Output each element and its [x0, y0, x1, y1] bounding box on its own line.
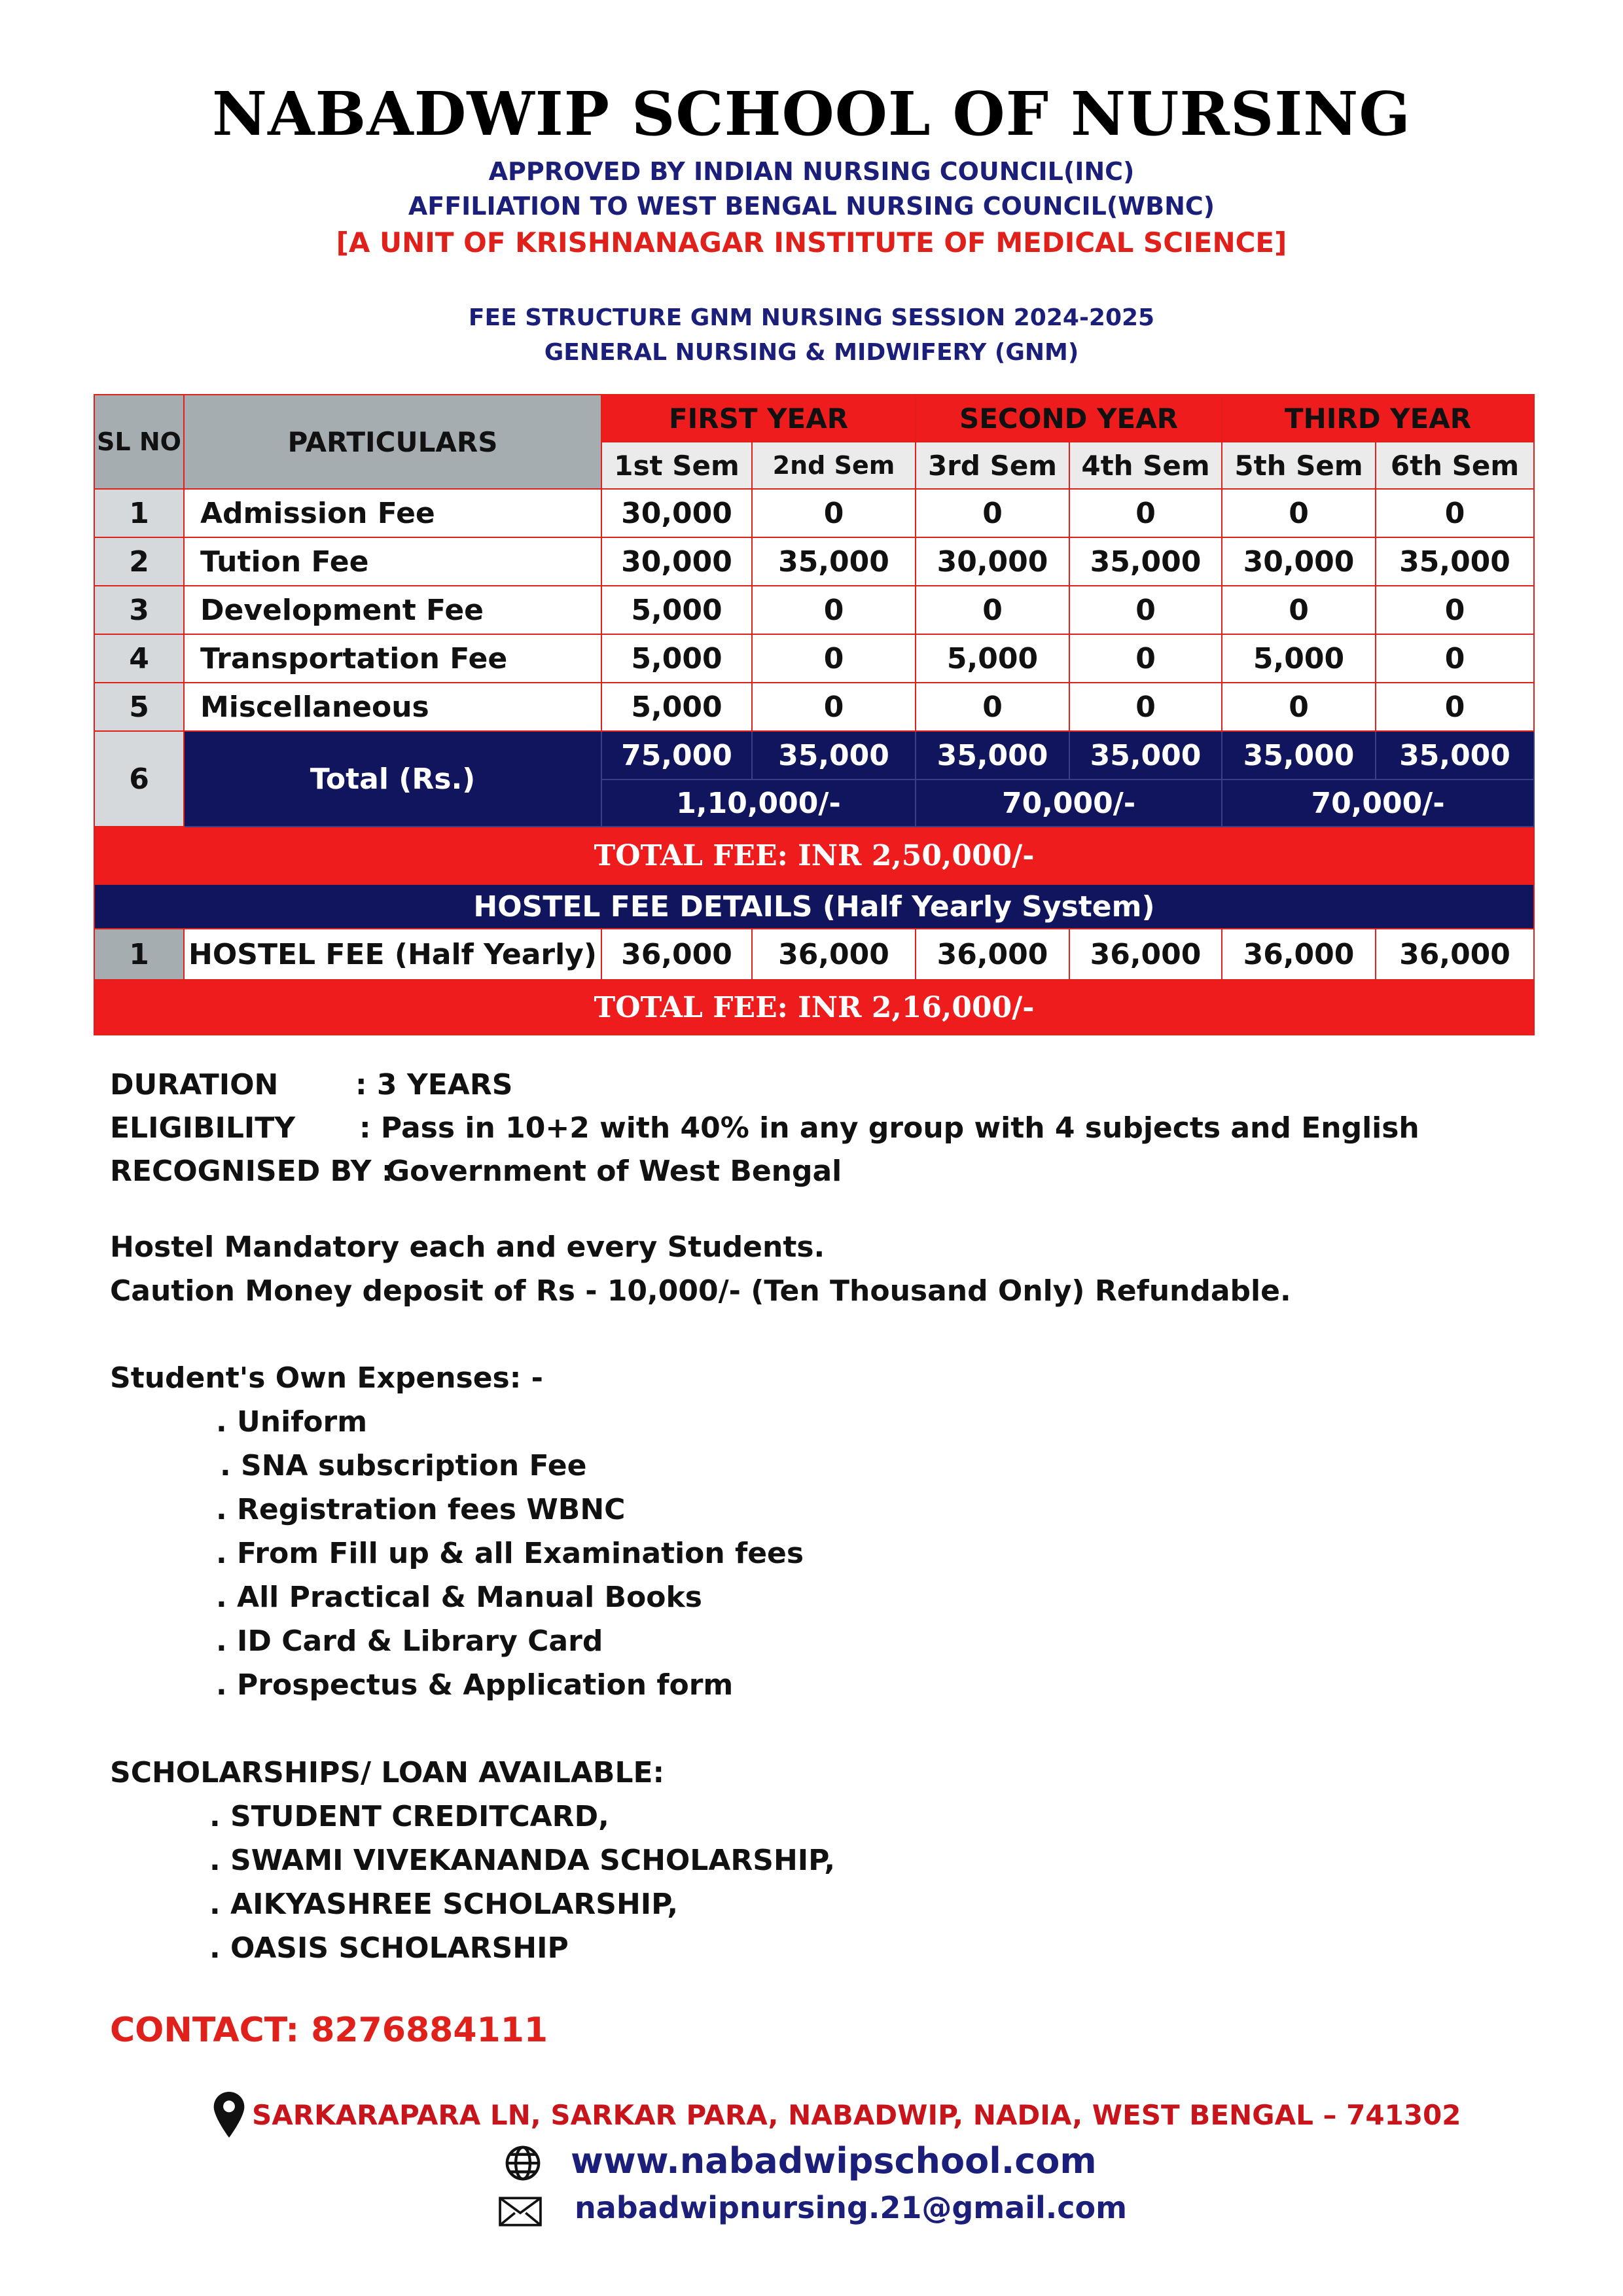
- sem-total: 35,000: [1222, 731, 1376, 780]
- sem-header: 1st Sem: [601, 442, 752, 489]
- sem-total: 35,000: [1376, 731, 1534, 780]
- fee-cell: 0: [752, 586, 916, 634]
- scholarship-item: . SWAMI VIVEKANANDA SCHOLARSHIP,: [209, 1844, 836, 1877]
- fee-cell: 30,000: [916, 537, 1069, 586]
- year-total: 70,000/-: [916, 780, 1222, 827]
- hostel-sl: 1: [94, 929, 184, 980]
- year-total: 70,000/-: [1222, 780, 1534, 827]
- sem-header: 5th Sem: [1222, 442, 1376, 489]
- fee-row: [94, 634, 1534, 683]
- expense-item: . ID Card & Library Card: [216, 1624, 603, 1658]
- hostel-total-banner: TOTAL FEE: INR 2,16,000/-: [94, 980, 1534, 1035]
- fee-cell: 35,000: [752, 537, 916, 586]
- fee-cell: 0: [1222, 489, 1376, 537]
- row-particular: Admission Fee: [184, 489, 601, 537]
- sem-header: 2nd Sem: [752, 442, 916, 489]
- recognised-label: RECOGNISED BY :: [110, 1155, 393, 1188]
- sem-total: 35,000: [1069, 731, 1222, 780]
- globe-icon: [504, 2144, 542, 2182]
- year-total: 1,10,000/-: [601, 780, 916, 827]
- fee-cell: 5,000: [1222, 634, 1376, 683]
- fee-cell: 30,000: [601, 489, 752, 537]
- approval-line: APPROVED BY INDIAN NURSING COUNCIL(INC): [488, 157, 1135, 186]
- row-sl: 2: [94, 537, 184, 586]
- address: SARKARAPARA LN, SARKAR PARA, NABADWIP, NADIA, WEST BENGAL – 741302: [252, 2099, 1461, 2131]
- recognised-line: [110, 1155, 842, 1188]
- fee-cell: 0: [1376, 683, 1534, 731]
- location-pin-icon: [213, 2092, 245, 2138]
- row-particular: Tution Fee: [184, 537, 601, 586]
- fee-structure-title: FEE STRUCTURE GNM NURSING SESSION 2024-2025: [468, 304, 1155, 331]
- fee-cell: 0: [916, 586, 1069, 634]
- fee-cell: 5,000: [916, 634, 1069, 683]
- fee-cell: 30,000: [1222, 537, 1376, 586]
- row-particular: Development Fee: [184, 586, 601, 634]
- row-sl: 1: [94, 489, 184, 537]
- particulars-header: PARTICULARS: [184, 395, 601, 489]
- fee-cell: 0: [916, 489, 1069, 537]
- expense-item: . SNA subscription Fee: [220, 1449, 587, 1482]
- eligibility-value: : Pass in 10+2 with 40% in any group with 4 subjects and English: [359, 1111, 1419, 1145]
- hostel-cell: 36,000: [752, 929, 916, 980]
- sem-header: 3rd Sem: [916, 442, 1069, 489]
- fee-cell: 35,000: [1069, 537, 1222, 586]
- hostel-cell: 36,000: [1222, 929, 1376, 980]
- fee-cell: 0: [916, 683, 1069, 731]
- total-fee-banner: TOTAL FEE: INR 2,50,000/-: [94, 827, 1534, 884]
- fee-cell: 0: [752, 634, 916, 683]
- mail-icon: [499, 2196, 542, 2227]
- sem-header: 4th Sem: [1069, 442, 1222, 489]
- fee-cell: 0: [1069, 683, 1222, 731]
- hostel-row: [94, 929, 1534, 980]
- sem-total: 75,000: [601, 731, 752, 780]
- scholarship-title: SCHOLARSHIPS/ LOAN AVAILABLE:: [110, 1756, 665, 1789]
- expense-item: . Prospectus & Application form: [216, 1668, 734, 1702]
- duration-label: DURATION: [110, 1068, 279, 1102]
- row-sl: 4: [94, 634, 184, 683]
- scholarship-item: . OASIS SCHOLARSHIP: [209, 1931, 569, 1965]
- fee-cell: 0: [1222, 683, 1376, 731]
- hostel-particular: HOSTEL FEE (Half Yearly): [184, 929, 601, 980]
- fee-cell: 30,000: [601, 537, 752, 586]
- fee-table: [94, 394, 1535, 1035]
- year-header-second: SECOND YEAR: [916, 395, 1222, 442]
- affiliation-line: AFFILIATION TO WEST BENGAL NURSING COUNCIL(WBNC): [408, 192, 1215, 221]
- fee-cell: 0: [1069, 586, 1222, 634]
- fee-cell: 0: [1069, 489, 1222, 537]
- recognised-value: Government of West Bengal: [386, 1155, 842, 1188]
- row-sl: 3: [94, 586, 184, 634]
- fee-cell: 5,000: [601, 634, 752, 683]
- eligibility-label: ELIGIBILITY: [110, 1111, 296, 1145]
- hostel-cell: 36,000: [916, 929, 1069, 980]
- hostel-cell: 36,000: [1376, 929, 1534, 980]
- total-sl: 6: [94, 731, 184, 827]
- hostel-cell: 36,000: [601, 929, 752, 980]
- unit-line: [A UNIT OF KRISHNANAGAR INSTITUTE OF MEDICAL SCIENCE]: [336, 226, 1287, 259]
- expense-item: . From Fill up & all Examination fees: [216, 1537, 804, 1570]
- fee-cell: 35,000: [1376, 537, 1534, 586]
- scholarship-item: . AIKYASHREE SCHOLARSHIP,: [209, 1888, 679, 1921]
- hostel-note: Hostel Mandatory each and every Students.: [110, 1230, 825, 1264]
- fee-cell: 0: [752, 489, 916, 537]
- fee-row: [94, 683, 1534, 731]
- scholarship-item: . STUDENT CREDITCARD,: [209, 1800, 609, 1833]
- school-title: NABADWIP SCHOOL OF NURSING: [212, 79, 1411, 149]
- sem-header: 6th Sem: [1376, 442, 1534, 489]
- fee-cell: 0: [1069, 634, 1222, 683]
- year-header-third: THIRD YEAR: [1222, 395, 1534, 442]
- expense-item: . All Practical & Manual Books: [216, 1581, 702, 1614]
- sem-total: 35,000: [752, 731, 916, 780]
- row-sl: 5: [94, 683, 184, 731]
- hostel-fee-header: HOSTEL FEE DETAILS (Half Yearly System): [94, 884, 1534, 929]
- fee-cell: 0: [1376, 586, 1534, 634]
- fee-row: [94, 586, 1534, 634]
- fee-cell: 0: [1222, 586, 1376, 634]
- row-particular: Miscellaneous: [184, 683, 601, 731]
- duration-value: : 3 YEARS: [355, 1068, 513, 1102]
- fee-cell: 5,000: [601, 683, 752, 731]
- email-link[interactable]: nabadwipnursing.21@gmail.com: [575, 2190, 1128, 2225]
- caution-note: Caution Money deposit of Rs - 10,000/- (Ten Thousand Only) Refundable.: [110, 1274, 1291, 1308]
- total-label: Total (Rs.): [184, 731, 601, 827]
- expense-item: . Uniform: [216, 1405, 368, 1439]
- sem-total: 35,000: [916, 731, 1069, 780]
- eligibility-line: [110, 1111, 1419, 1145]
- sl-no-header: SL NO: [94, 395, 184, 489]
- fee-cell: 0: [1376, 634, 1534, 683]
- fee-cell: 5,000: [601, 586, 752, 634]
- row-particular: Transportation Fee: [184, 634, 601, 683]
- fee-cell: 0: [1376, 489, 1534, 537]
- expense-item: . Registration fees WBNC: [216, 1493, 626, 1526]
- website-link[interactable]: www.nabadwipschool.com: [571, 2140, 1097, 2181]
- fee-row: [94, 537, 1534, 586]
- expenses-title: Student's Own Expenses: -: [110, 1361, 543, 1395]
- fee-cell: 0: [752, 683, 916, 731]
- hostel-cell: 36,000: [1069, 929, 1222, 980]
- year-header-first: FIRST YEAR: [601, 395, 916, 442]
- total-row: [94, 731, 1534, 780]
- fee-structure-subtitle: GENERAL NURSING & MIDWIFERY (GNM): [544, 339, 1079, 366]
- contact-number[interactable]: CONTACT: 8276884111: [110, 2011, 548, 2050]
- duration-line: [110, 1068, 512, 1102]
- fee-row: [94, 489, 1534, 537]
